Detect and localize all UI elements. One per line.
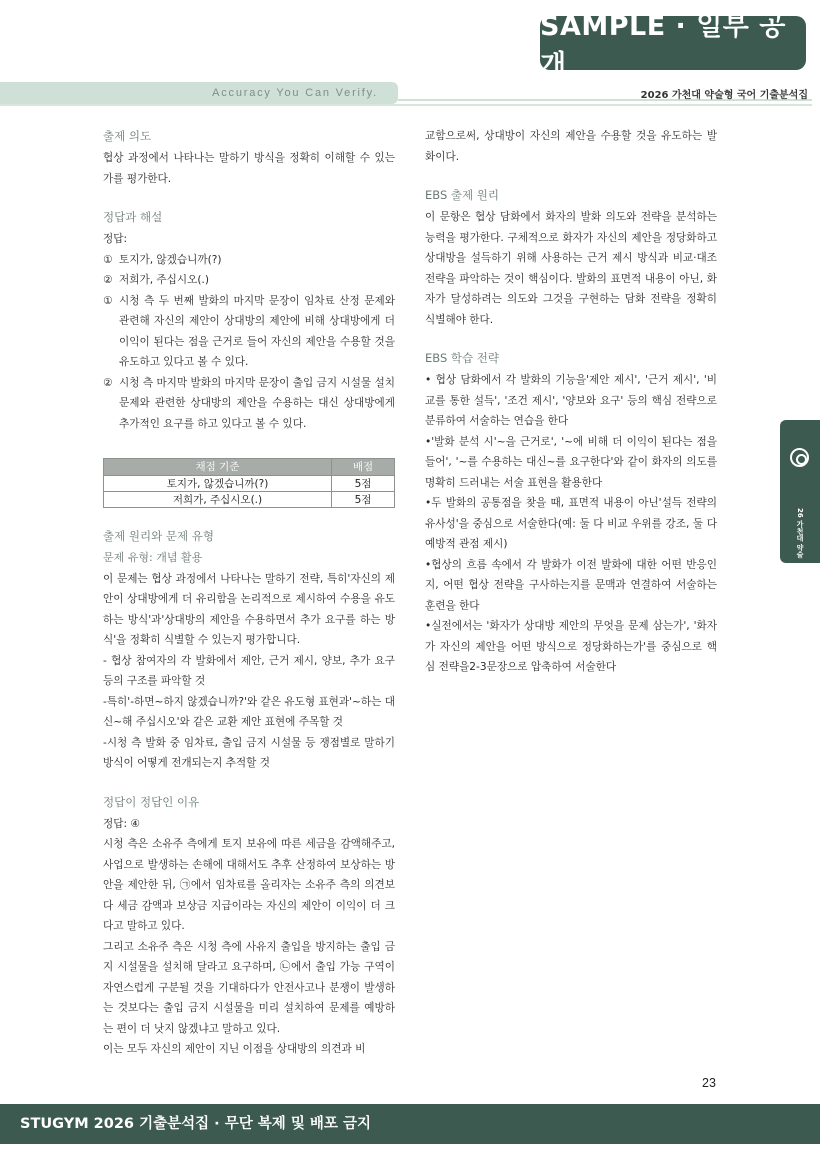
strategy-point: •실전에서는 '화자가 상대방 제안의 무엇을 문제 삼는가', '화자가 자신의 제안을 어떤 방식으로 정당화하는가'를 중심으로 핵심 전략을2-3문장으로 압축하여 서술한다 bbox=[425, 620, 717, 673]
principle-body: 이 문제는 협상 과정에서 나타나는 말하기 전략, 특히'자신의 제안이 상대방에게 더 유리함을 논리적으로 제시하여 수용을 유도하는 방식'과'상대방의 제안을 수용하면서 추가 요구를 하는 방식'을 정확히 식별할 수 있는지 평가합니다. bbox=[103, 572, 395, 646]
answer-text: 시청 측 두 번째 발화의 마지막 문장이 임차료 산정 문제와 관련해 자신의 제안이 상대방의 제안에 비해 상대방에게 더 이익이 된다는 점을 근거로 들어 자신의 제안을 수용할 것을 유도하고 있다고 볼 수 있다. bbox=[119, 294, 395, 368]
question-type: 문제 유형: 개념 활용 bbox=[103, 551, 203, 564]
table-row bbox=[104, 476, 395, 492]
table-cell: 토지가, 않겠습니까(?) bbox=[104, 476, 332, 492]
answer-text: 토지가, 않겠습니까(?) bbox=[119, 253, 222, 266]
continued-text: 교함으로써, 상대방이 자신의 제안을 수용할 것을 유도하는 발화이다. bbox=[425, 130, 717, 163]
intent-title: 출제 의도 bbox=[103, 129, 152, 143]
tagline-bar: Accuracy You Can Verify. bbox=[0, 82, 398, 104]
table-header: 채점 기준 bbox=[104, 459, 332, 476]
answer-item bbox=[103, 270, 395, 291]
table-cell: 5점 bbox=[332, 476, 395, 492]
answer-title: 정답과 해설 bbox=[103, 210, 163, 224]
answer-label: 정답: bbox=[103, 233, 128, 245]
page-number: 23 bbox=[702, 1076, 716, 1090]
answer-item bbox=[103, 373, 395, 435]
answer-text: 저희가, 주십시오(.) bbox=[119, 274, 210, 286]
strategy-point: •두 발화의 공통점을 찾을 때, 표면적 내용이 아닌'설득 전략의 유사성'을 중심으로 서술한다(예: 둘 다 비교 우위를 강조, 둘 다 예방적 관점 제시) bbox=[425, 497, 717, 550]
why-paragraph: 그리고 소유주 측은 시청 측에 사유지 출입을 방지하는 출입 금지 시설물을 설치해 달라고 요구하며, ㉡에서 출입 가능 구역이 자연스럽게 구분될 것을 기대하다가 안전사고나 분쟁이 발생하는 것보다는 출입 금지 시설물을 미리 설치하여 문제를 예방하는 편이 더 낫지 않겠냐고 말하고 있다. bbox=[103, 940, 395, 1035]
why-paragraph: 시청 측은 소유주 측에게 토지 보유에 따른 세금을 감액해주고, 사업으로 발생하는 손해에 대해서도 추후 산정하여 보상하는 방안을 제안한 뒤, ㉠에서 임차료를 올리자는 소유주 측의 의견보다 세금 감액과 보상금 지급이라는 자신의 제안이 이익이 더 크다고 말하고 있다. bbox=[103, 838, 395, 932]
right-column bbox=[425, 126, 717, 678]
why-title: 정답이 정답인 이유 bbox=[103, 794, 200, 809]
strategy-point: •'발화 분석 시'~을 근거로', '~에 비해 더 이익이 된다는 점을 들어', '~를 수용하는 대신~를 요구한다'와 같이 화자의 의도를 명확히 드러내는 서술 표현을 활용한다 bbox=[425, 435, 717, 489]
table-cell: 5점 bbox=[332, 492, 395, 508]
answer-item bbox=[103, 250, 395, 271]
answer-mark: ① bbox=[103, 253, 113, 266]
ebs-principle-title: EBS 출제 원리 bbox=[425, 188, 499, 202]
why-paragraph: 이는 모두 자신의 제안이 지닌 이점을 상대방의 의견과 비 bbox=[103, 1043, 366, 1055]
ebs-strategy-title: EBS 학습 전략 bbox=[425, 351, 499, 365]
answer-text: 시청 측 마지막 발화의 마지막 문장이 출입 금지 시설물 설치 문제와 관련한 상대방의 제안을 수용하는 대신 상대방에게 추가적인 요구를 하고 있다고 볼 수 있다. bbox=[119, 376, 395, 430]
answer-mark: ① bbox=[103, 294, 113, 307]
side-tab bbox=[780, 420, 820, 563]
answer-mark: ② bbox=[103, 376, 113, 389]
left-column bbox=[103, 126, 395, 1060]
target-icon bbox=[790, 448, 809, 467]
intent-body: 협상 과정에서 나타나는 말하기 방식을 정확히 이해할 수 있는가를 평가한다. bbox=[103, 152, 395, 185]
principle-point: - 협상 참여자의 각 발화에서 제안, 근거 제시, 양보, 추가 요구 등의 구조를 파악할 것 bbox=[103, 654, 395, 687]
principle-point: -시청 측 발화 중 임차료, 출입 금지 시설물 등 쟁점별로 말하기 방식이 어떻게 전개되는지 추적할 것 bbox=[103, 736, 395, 769]
scoring-table bbox=[103, 458, 395, 508]
footer-bar: STUGYM 2026 기출분석집 · 무단 복제 및 배포 금지 bbox=[0, 1104, 820, 1144]
book-title: 2026 가천대 약술형 국어 기출분석집 bbox=[640, 90, 808, 101]
principle-title: 출제 원리와 문제 유형 bbox=[103, 529, 214, 543]
principle-point: -특히'-하면~하지 않겠습니까?'와 같은 유도형 표현과'~하는 대신~해 주십시오'와 같은 교환 제안 표현에 주목할 것 bbox=[103, 695, 395, 728]
strategy-point: • 협상 담화에서 각 발화의 기능을'제안 제시', '근거 제시', '비교를 통한 설득', '조건 제시', '양보와 요구' 등의 핵심 전략으로 분류하여 서술하는 연습을 한다 bbox=[425, 374, 717, 427]
answer-mark: ② bbox=[103, 274, 113, 286]
side-tab-label: 26 가천대 약술 bbox=[796, 508, 804, 558]
table-row bbox=[104, 492, 395, 508]
answer-item bbox=[103, 291, 395, 373]
strategy-point: •협상의 흐름 속에서 각 발화가 이전 발화에 대한 어떤 반응인지, 어떤 협상 전략을 구사하는지를 문맥과 연결하여 서술하는 훈련을 한다 bbox=[425, 558, 717, 612]
table-header: 배점 bbox=[332, 459, 395, 476]
why-answer: 정답: ④ bbox=[103, 817, 140, 830]
table-cell: 저희가, 주십시오(.) bbox=[104, 492, 332, 508]
ebs-principle-body: 이 문항은 협상 담화에서 화자의 발화 의도와 전략을 분석하는 능력을 평가한다. 구체적으로 화자가 자신의 제안을 정당화하고 상대방을 설득하기 위해 사용하는 근거 제시 방식과 비교·대조 전략을 파악하는 것이 핵심이다. 발화의 표면적 내용이 아닌, 화자가 달성하려는 의도와 그것을 구현하는 담화 전략을 정확히 식별해야 한다. bbox=[425, 211, 717, 326]
header-underline bbox=[0, 104, 812, 106]
sample-badge: SAMPLE · 일부 공개 bbox=[540, 16, 806, 70]
